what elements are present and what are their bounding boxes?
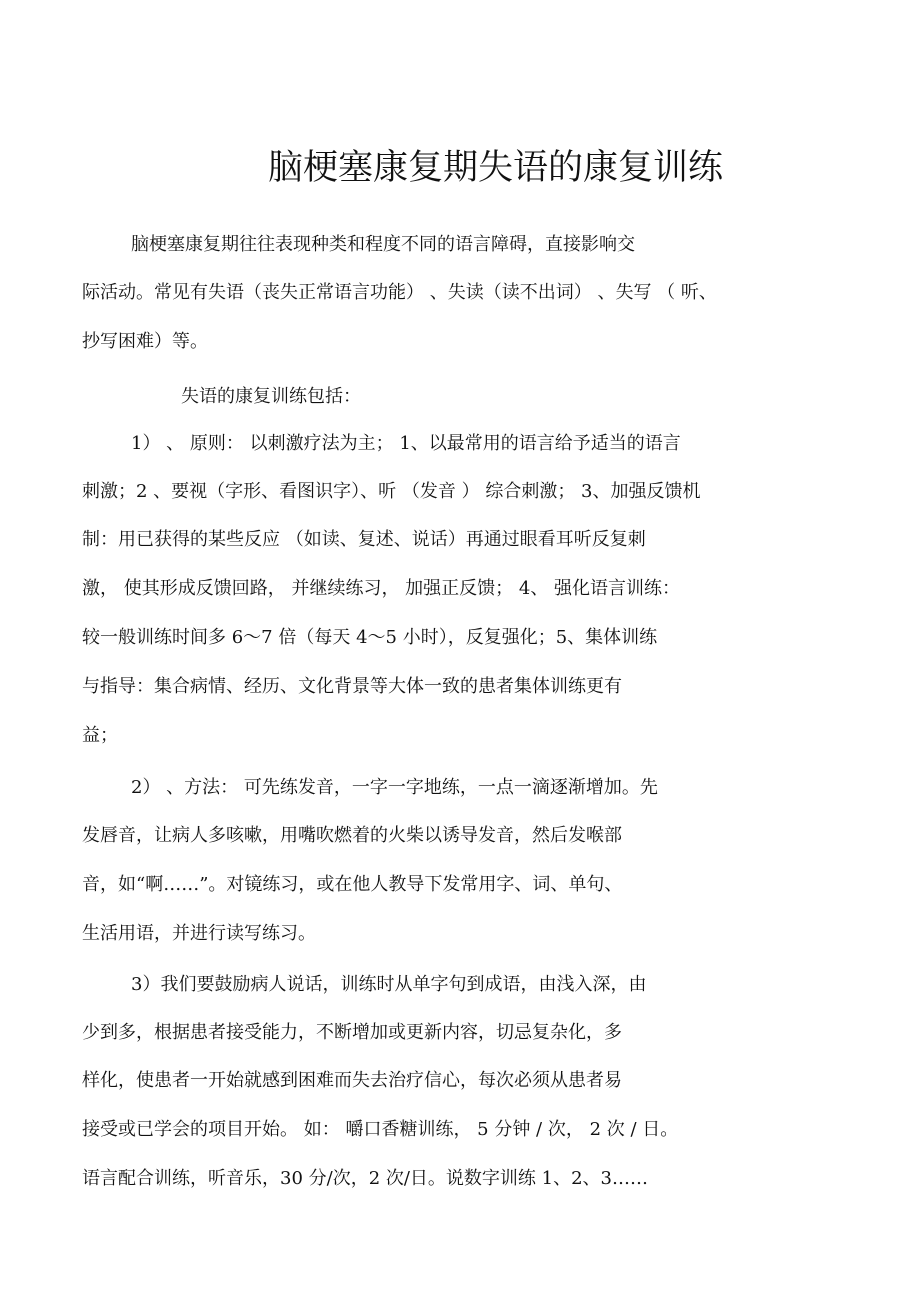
- paragraph-line: 发唇音，让病人多咳嗽，用嘴吹燃着的火柴以诱导发音，然后发喉部: [82, 825, 622, 846]
- paragraph-line: 益；: [82, 725, 118, 746]
- paragraph-line: 2） 、方法： 可先练发音，一字一字地练，一点一滴逐渐增加。先: [131, 777, 658, 798]
- paragraph-line: 脑梗塞康复期往往表现种类和程度不同的语言障碍，直接影响交: [131, 234, 635, 255]
- paragraph-line: 3）我们要鼓励病人说话，训练时从单字句到成语，由浅入深，由: [131, 974, 647, 995]
- paragraph-line: 激， 使其形成反馈回路， 并继续练习， 加强正反馈； 4、 强化语言训练：: [82, 578, 681, 599]
- paragraph-line: 刺激；2 、要视（字形、看图识字）、听 （发音 ） 综合刺激； 3、加强反馈机: [82, 481, 701, 502]
- paragraph-line: 音，如“啊……”。对镜练习，或在他人教导下发常用字、词、单句、: [82, 874, 623, 895]
- paragraph-line: 较一般训练时间多 6～7 倍（每天 4～5 小时），反复强化；5、集体训练: [82, 627, 658, 648]
- paragraph-line: 少到多，根据患者接受能力，不断增加或更新内容，切忌复杂化，多: [82, 1022, 622, 1043]
- paragraph-line: 与指导：集合病情、经历、文化背景等大体一致的患者集体训练更有: [82, 676, 622, 697]
- paragraph-line: 1） 、 原则： 以刺激疗法为主； 1、以最常用的语言给予适当的语言: [131, 433, 681, 454]
- paragraph-line: 制：用已获得的某些反应 （如读、复述、说话）再通过眼看耳听反复刺: [82, 529, 646, 550]
- section-heading: 失语的康复训练包括：: [181, 386, 361, 407]
- paragraph-line: 语言配合训练，听音乐，30 分/次，2 次/日。说数字训练 1、2、3……: [82, 1168, 649, 1189]
- paragraph-line: 生活用语，并进行读写练习。: [82, 923, 316, 944]
- paragraph-line: 样化，使患者一开始就感到困难而失去治疗信心，每次必须从患者易: [82, 1070, 622, 1091]
- paragraph-line: 际活动。常见有失语（丧失正常语言功能） 、失读（读不出词） 、失写 （ 听、: [82, 282, 717, 303]
- document-title: 脑梗塞康复期失语的康复训练: [268, 148, 724, 188]
- paragraph-line: 抄写困难）等。: [82, 331, 208, 352]
- paragraph-line: 接受或已学会的项目开始。 如： 嚼口香糖训练， 5 分钟 / 次， 2 次 / 日。: [82, 1119, 679, 1140]
